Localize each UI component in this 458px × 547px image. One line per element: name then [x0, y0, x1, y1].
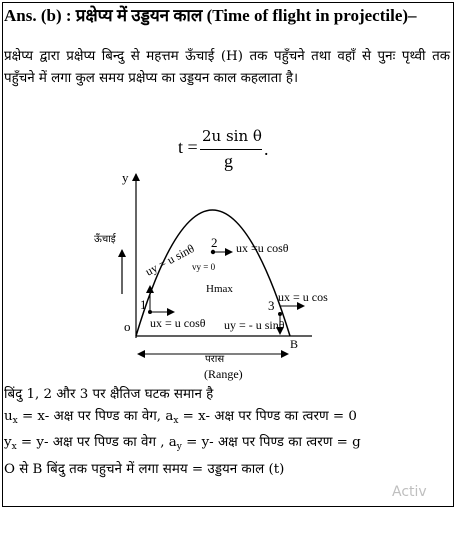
statement-2-end: = x- अक्ष पर पिण्ड का त्वरण = 0: [178, 408, 357, 424]
point-3-label: 3: [268, 298, 275, 313]
vy-zero-label: vy = 0: [192, 262, 216, 272]
point-2-label: 2: [211, 235, 218, 250]
statement-3-middle: = y- अक्ष पर पिण्ड का वेग , a: [16, 435, 177, 450]
ux-subscript: x: [12, 415, 18, 426]
range-english-label: (Range): [204, 367, 243, 381]
statement-4: O से B बिंदु तक पहुचने में लगा समय = उड्डयन काल (t): [4, 461, 285, 477]
activate-watermark: Activ: [392, 484, 427, 500]
answer-heading: Ans. (b) : प्रक्षेप्य में उड्डयन काल (Time of flight in projectile)–: [4, 6, 417, 25]
point-1-label: 1: [140, 297, 147, 312]
statement-3: [4, 432, 450, 459]
height-label: ऊँचाई: [94, 234, 116, 245]
ay-subscript: y: [176, 442, 182, 452]
range-hindi-label: परास: [205, 354, 225, 365]
point-b-label: B: [290, 337, 299, 351]
ux-symbol: u: [4, 408, 13, 424]
yx-symbol: y: [4, 435, 12, 450]
definition-paragraph: प्रक्षेप्य द्वारा प्रक्षेप्य बिन्दु से महत्तम ऊँचाई (H) तक पहुँचने तथा वहाँ से पुनः पृथ्वी तक पहुँचने में लगा कुल समय प्रक्षेप्य का उड्डयन काल कहलाता है।: [4, 49, 450, 86]
ax-subscript: x: [173, 415, 179, 426]
ux-top-label: ux =u cosθ: [236, 241, 289, 255]
statement-3-end: = y- अक्ष पर पिण्ड का त्वरण = g: [181, 435, 361, 450]
projectile-diagram: [2, 168, 328, 382]
statement-1: बिंदु 1, 2 और 3 पर क्षैतिज घटक समान है: [4, 387, 214, 402]
formula-period: .: [264, 139, 269, 159]
formula-numerator: 2u sin θ: [202, 127, 262, 145]
statement-2-middle: = x- अक्ष पर पिण्ड का वेग, a: [17, 408, 174, 424]
formula-denominator: g: [224, 151, 233, 171]
origin-label: o: [124, 319, 131, 334]
y-axis-label: y: [122, 170, 129, 185]
hmax-label: Hmax: [206, 283, 233, 295]
uy-top-label: uy = u sinθ: [142, 241, 197, 279]
time-of-flight-formula: [178, 127, 288, 173]
ux-right-label: ux = u cos: [278, 290, 328, 304]
formula-lhs: t =: [178, 137, 198, 157]
uy-bottom-label: uy = - u sinθ: [224, 318, 285, 332]
yx-subscript: x: [11, 442, 17, 452]
statements: [4, 384, 450, 480]
statement-2: [4, 406, 450, 433]
ux-left-label: ux = u cosθ: [150, 316, 206, 330]
fraction-bar: [200, 149, 262, 150]
